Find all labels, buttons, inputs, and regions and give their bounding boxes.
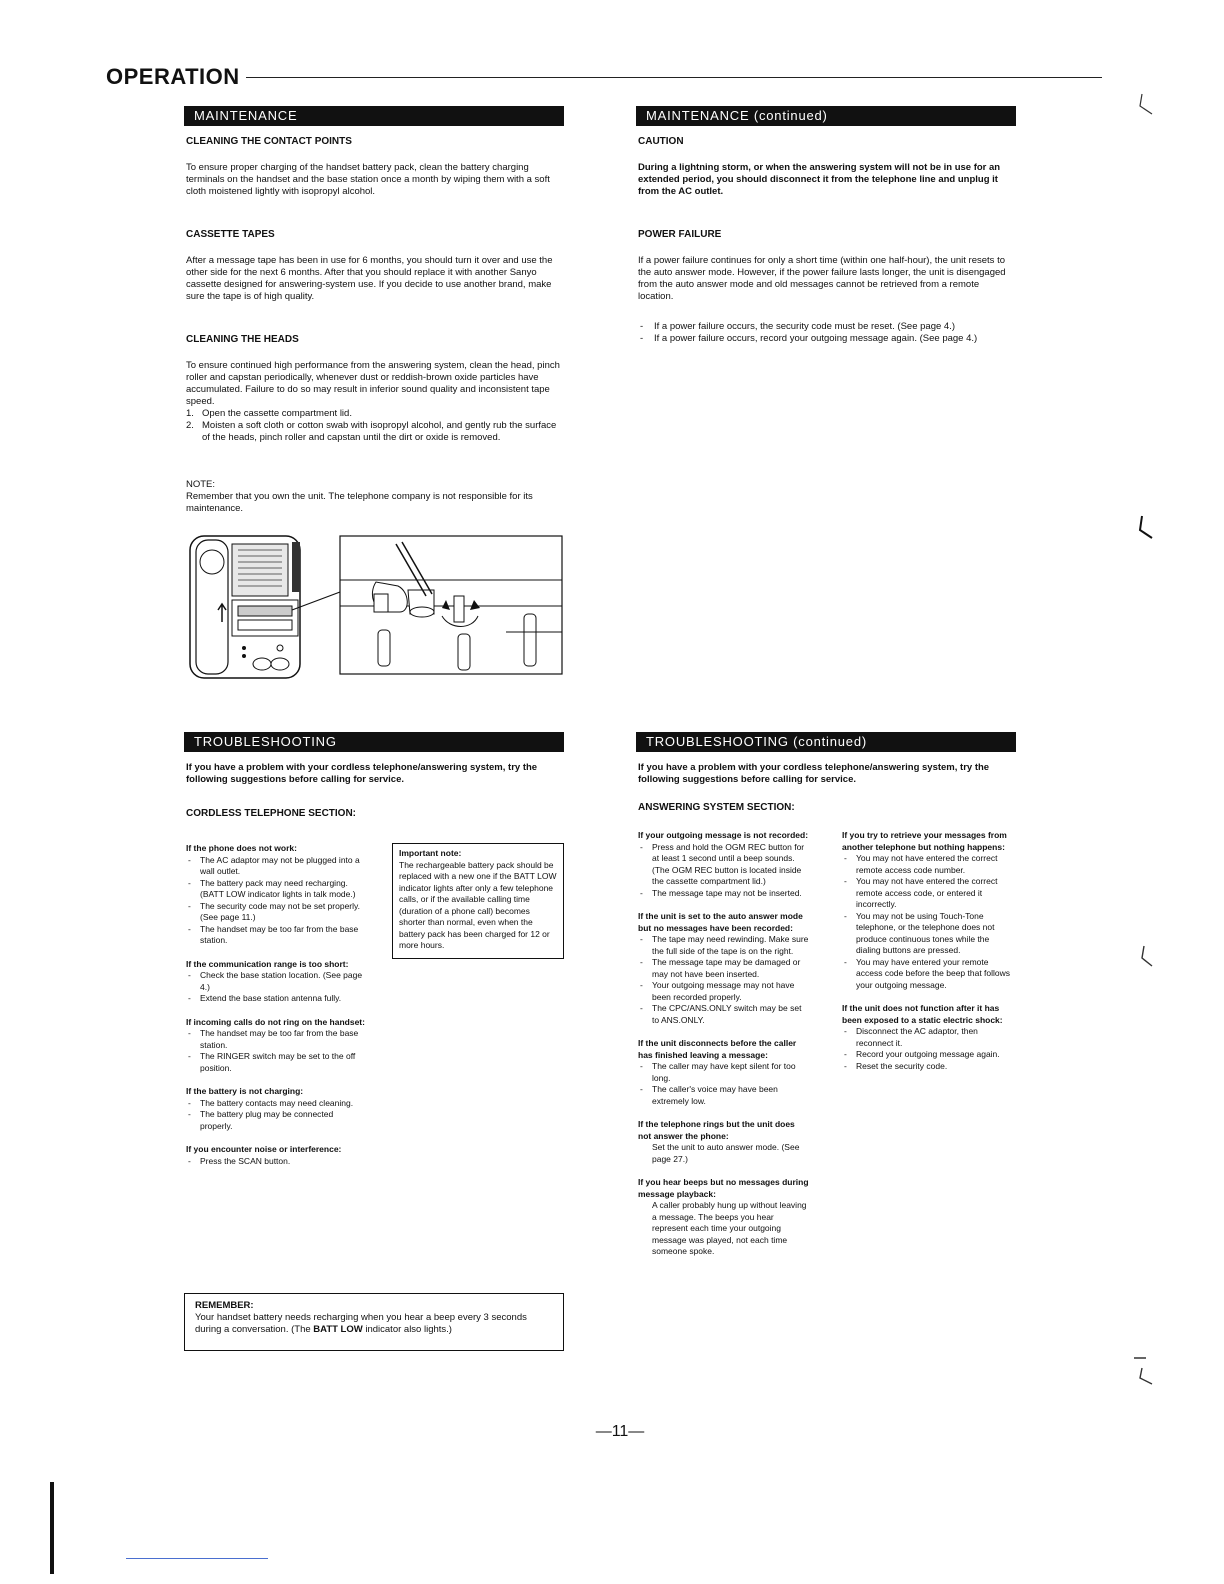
earpiece <box>200 550 224 574</box>
scan-rule <box>126 1558 268 1559</box>
trouble-group: If you encounter noise or interference: - Press the SCAN button. <box>186 1144 366 1167</box>
trouble-group: If the telephone rings but the unit does not answer the phone: Set the unit to auto answer mode. (See page 27.) <box>638 1119 810 1165</box>
list-item: - Check the base station location. (See page 4.) <box>186 970 366 993</box>
cleaning-heads-text: To ensure continued high performance from the answering system, clean the head, pinch roller and capstan periodically, whenever dust or reddish-brown oxide particles have accumulated. Failure to do so may result in inferior sound quality and inconsistent tape speed. <box>186 360 560 407</box>
list-item: - The battery plug may be connected properly. <box>186 1109 366 1132</box>
list-item: - The AC adaptor may not be plugged into a wall outlet. <box>186 855 366 878</box>
remember-text: Your handset battery needs recharging when you hear a beep every 3 seconds during a conversation. (The BATT LOW indicator also lights.) <box>195 1312 527 1335</box>
list-item: - The handset may be too far from the base station. <box>186 1028 366 1051</box>
trouble-group: If the unit is set to the auto answer mode but no messages have been recorded: - The tape may need rewinding. Make sure the full side of the tape is on the right. - The message tape may be damaged or may not have been inserted. - Your outgoing message may not have been recorded properly. - The CPC/ANS.ONLY switch may be set to ANS.ONLY. <box>638 911 810 1026</box>
list-item: - The message tape may not be inserted. <box>638 888 810 900</box>
head-cleaning-illustration <box>188 534 566 682</box>
list-item: - The security code may not be set properly. (See page 11.) <box>186 901 366 924</box>
list-item: - Disconnect the AC adaptor, then reconnect it. <box>842 1026 1014 1049</box>
cassette-tapes-text: After a message tape has been in use for 6 months, you should turn it over and use the other side for the next 6 months. After that you should replace it with another Sanyo cassette designed for answering-system use. If you decide to use another brand, make sure the tape is of high quality. <box>186 255 553 302</box>
answering-troubles-col1 <box>638 830 810 1270</box>
trouble-group: If your outgoing message is not recorded: - Press and hold the OGM REC button for at least 1 second until a beep sounds. (The OGM REC button is located inside the cassette compartment lid.) - The message tape may not be inserted. <box>638 830 810 899</box>
margin-mark-icon <box>1130 90 1160 120</box>
power-failure-heading: POWER FAILURE <box>638 229 722 240</box>
trouble-group: If incoming calls do not ring on the handset: - The handset may be too far from the base station. - The RINGER switch may be set to the off position. <box>186 1017 366 1075</box>
cleaning-heads-heading: CLEANING THE HEADS <box>186 334 299 345</box>
margin-mark-icon <box>1128 512 1164 542</box>
important-note-text: The rechargeable battery pack should be replaced with a new one if the BATT LOW indicator lights after only a few telephone calls, or if the available calling time (duration of a phone call) becomes shorter than normal, even when the battery pack has been charged for 12 or more hours. <box>399 859 557 950</box>
list-item: - If a power failure occurs, the security code must be reset. (See page 4.) <box>638 321 1014 333</box>
important-note-title: Important note: <box>399 848 462 858</box>
margin-mark-icon <box>1126 1356 1166 1388</box>
list-item: - You may have entered your remote access code before the beep that follows your outgoing message. <box>842 957 1014 992</box>
caution-text: During a lightning storm, or when the answering system will not be in use for an extended period, you should disconnect it from the telephone line and unplug it from the AC outlet. <box>638 162 1001 197</box>
trouble-group: If the unit does not function after it has been exposed to a static electric shock: - Disconnect the AC adaptor, then reconnect it. - Record your outgoing message again. - Reset the security code. <box>842 1003 1014 1072</box>
cordless-troubles-list <box>186 843 366 1179</box>
cleaning-heads-steps <box>186 408 564 444</box>
list-item: - The tape may need rewinding. Make sure the full side of the tape is on the right. <box>638 934 810 957</box>
list-item: - You may not have entered the correct remote access code number. <box>842 853 1014 876</box>
list-item: - You may not be using Touch-Tone telephone, or the telephone does not produce continuous tones while the dialing buttons are pressed. <box>842 911 1014 957</box>
list-item: - The caller's voice may have been extremely low. <box>638 1084 810 1107</box>
note-text: Remember that you own the unit. The telephone company is not responsible for its maintenance. <box>186 491 533 514</box>
list-item: - Press the SCAN button. <box>186 1156 366 1168</box>
trouble-group: If the communication range is too short: - Check the base station location. (See page 4.) - Extend the base station antenna fully. <box>186 959 366 1005</box>
trouble-group: If the phone does not work: - The AC adaptor may not be plugged into a wall outlet. - The battery pack may need recharging. (BATT LOW indicator lights in talk mode.) - The security code may not be set properly. (See page 11.) - The handset may be too far from the base station. <box>186 843 366 947</box>
list-item: - The message tape may be damaged or may not have been inserted. <box>638 957 810 980</box>
note-label: NOTE: <box>186 479 216 490</box>
answering-section-heading: ANSWERING SYSTEM SECTION: <box>638 802 795 813</box>
troubleshooting-cont-banner: TROUBLESHOOTING (continued) <box>636 732 1016 752</box>
list-item: 2. Moisten a soft cloth or cotton swab with isopropyl alcohol, and gently rub the surface of the heads, pinch roller and capstan until the dirt or oxide is removed. <box>186 420 557 443</box>
cassette-compartment <box>232 600 298 636</box>
troubleshooting-cont-intro: If you have a problem with your cordless telephone/answering system, try the following suggestions before calling for service. <box>638 762 990 785</box>
list-item: - Your outgoing message may not have been recorded properly. <box>638 980 810 1003</box>
list-item: - You may not have entered the correct remote access code, or entered it incorrectly. <box>842 876 1014 911</box>
trouble-remedy: Set the unit to auto answer mode. (See page 27.) <box>652 1142 800 1164</box>
cassette-tapes-heading: CASSETTE TAPES <box>186 229 275 240</box>
page-section-title: OPERATION <box>106 64 240 89</box>
caution-heading: CAUTION <box>638 136 684 147</box>
list-item: - The RINGER switch may be set to the off position. <box>186 1051 366 1074</box>
power-failure-list <box>638 321 1014 345</box>
list-item: - The handset may be too far from the base station. <box>186 924 366 947</box>
maintenance-banner: MAINTENANCE <box>184 106 564 126</box>
remember-box <box>184 1293 564 1351</box>
answering-troubles-col2 <box>842 830 1014 1084</box>
trouble-group: If you hear beeps but no messages during message playback: A caller probably hung up without leaving a message. The beeps you hear represent each time your outgoing message was played, not each time someone spoke. <box>638 1177 809 1256</box>
contact-points-text: To ensure proper charging of the handset battery pack, clean the battery charging terminals on the handset and the base station once a month by wiping them with a soft cloth moistened lightly with isopropyl alcohol. <box>186 162 550 197</box>
list-item: - If a power failure occurs, record your outgoing message again. (See page 4.) <box>638 333 1014 345</box>
binding-mark <box>50 1482 54 1574</box>
list-item: - The battery pack may need recharging. (BATT LOW indicator lights in talk mode.) <box>186 878 366 901</box>
contact-points-heading: CLEANING THE CONTACT POINTS <box>186 136 352 147</box>
trouble-group: If you try to retrieve your messages from another telephone but nothing happens: - You may not have entered the correct remote access code number. - You may not have entered the correct remote access code, or entered it incorrectly. - You may not be using Touch-Tone telephone, or the telephone does not produce continuous tones while the dialing buttons are pressed. - You may have entered your remote access code before the beep that follows your outgoing message. <box>842 830 1014 991</box>
list-item: - The battery contacts may need cleaning. <box>186 1098 366 1110</box>
list-item: - Extend the base station antenna fully. <box>186 993 366 1005</box>
maintenance-cont-banner: MAINTENANCE (continued) <box>636 106 1016 126</box>
trouble-group: If the unit disconnects before the caller has finished leaving a message: - The caller may have kept silent for too long. - The caller's voice may have been extremely low. <box>638 1038 810 1107</box>
troubleshooting-intro: If you have a problem with your cordless telephone/answering system, try the following suggestions before calling for service. <box>186 762 538 785</box>
page-number: —11— <box>595 1423 645 1440</box>
list-item: - The caller may have kept silent for too long. <box>638 1061 810 1084</box>
machine-diagram <box>188 534 566 682</box>
header-rule <box>246 77 1102 78</box>
list-item: - Press and hold the OGM REC button for at least 1 second until a beep sounds. (The OGM REC button is located inside the cassette compartment lid.) <box>638 842 810 888</box>
capstan <box>454 596 464 622</box>
remember-title: REMEMBER: <box>195 1300 254 1311</box>
list-item: - The CPC/ANS.ONLY switch may be set to ANS.ONLY. <box>638 1003 810 1026</box>
trouble-remedy: A caller probably hung up without leaving a message. The beeps you hear represent each time your outgoing message was played, not each time someone spoke. <box>652 1200 807 1256</box>
list-item: 1. Open the cassette compartment lid. <box>186 408 352 419</box>
list-item: - Record your outgoing message again. <box>842 1049 1014 1061</box>
troubleshooting-banner: TROUBLESHOOTING <box>184 732 564 752</box>
power-failure-text: If a power failure continues for only a short time (within one half-hour), the unit resets to the auto answer mode. However, if the power failure lasts longer, the unit is disengaged from the auto answer mode and old messages cannot be retrieved from a remote location. <box>638 255 1006 302</box>
important-note-box <box>392 843 564 959</box>
maintenance-note <box>186 479 564 515</box>
margin-mark-icon <box>1132 942 1162 972</box>
list-item: - Reset the security code. <box>842 1061 1014 1073</box>
cleaning-heads-body <box>186 360 564 444</box>
cordless-section-heading: CORDLESS TELEPHONE SECTION: <box>186 808 357 819</box>
trouble-group: If the battery is not charging: - The battery contacts may need cleaning. - The battery plug may be connected properly. <box>186 1086 366 1132</box>
